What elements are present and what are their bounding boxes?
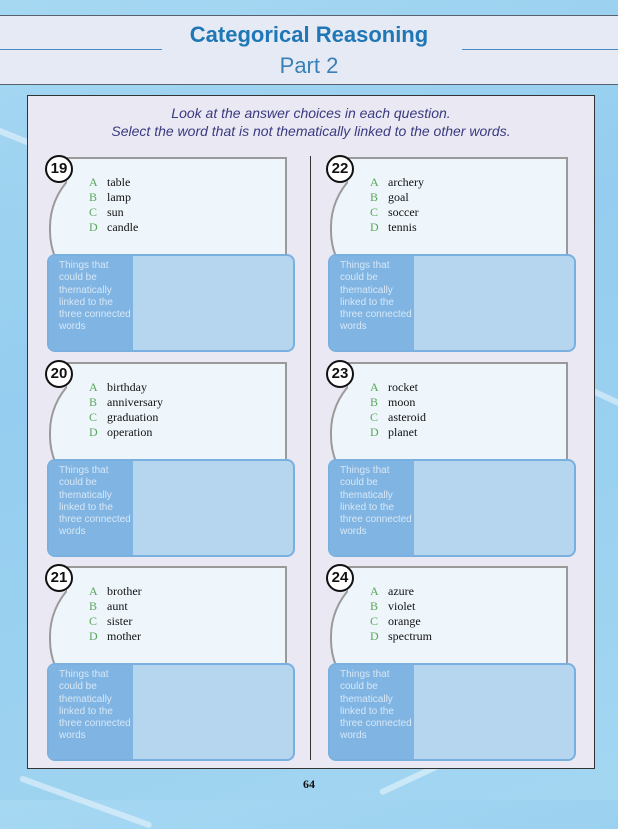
choice-option[interactable] (89, 205, 138, 220)
choice-letter: A (89, 175, 98, 189)
answer-box[interactable] (328, 459, 576, 557)
header-rule-left (0, 49, 162, 50)
choice-letter: C (370, 410, 379, 424)
choice-letter: C (89, 614, 98, 628)
choice-word: aunt (107, 599, 128, 613)
page-subtitle: Part 2 (279, 53, 339, 78)
choice-letter: A (89, 584, 98, 598)
choice-word: moon (388, 395, 416, 409)
choice-option[interactable] (89, 584, 142, 599)
choice-option[interactable] (89, 380, 163, 395)
choice-word: violet (388, 599, 416, 613)
choice-option[interactable] (370, 175, 424, 190)
choice-word: birthday (107, 380, 147, 394)
page-title: Categorical Reasoning (189, 22, 429, 47)
choice-letter: A (370, 584, 379, 598)
choice-word: goal (388, 190, 409, 204)
choice-letter: B (89, 190, 98, 204)
question-number-badge: 21 (45, 564, 73, 592)
choice-option[interactable] (89, 220, 138, 235)
answer-box[interactable] (47, 663, 295, 761)
choice-letter: D (89, 220, 98, 234)
choice-option[interactable] (89, 410, 163, 425)
choice-option[interactable] (89, 425, 163, 440)
question-card-21 (49, 566, 315, 762)
choice-word: graduation (107, 410, 159, 424)
choice-word: planet (388, 425, 418, 439)
choice-letter: B (370, 599, 379, 613)
answer-box[interactable] (47, 459, 295, 557)
answer-box[interactable] (47, 254, 295, 352)
answer-box-label: Things that could be thematically linked to the three connected words (330, 665, 414, 759)
choice-word: asteroid (388, 410, 426, 424)
choice-letter: B (89, 599, 98, 613)
choice-option[interactable] (89, 629, 142, 644)
choice-letter: D (89, 629, 98, 643)
header-rule-right (462, 49, 618, 50)
choice-word: tennis (388, 220, 417, 234)
choice-option[interactable] (89, 395, 163, 410)
choice-option[interactable] (370, 205, 424, 220)
choices-list (89, 584, 142, 644)
choice-option[interactable] (370, 220, 424, 235)
question-number-badge: 19 (45, 155, 73, 183)
choice-option[interactable] (370, 629, 432, 644)
choice-option[interactable] (370, 584, 432, 599)
choices-list (370, 584, 432, 644)
question-number-badge: 23 (326, 360, 354, 388)
choice-letter: C (370, 205, 379, 219)
question-card-23 (330, 362, 596, 558)
answer-box-label: Things that could be thematically linked to the three connected words (49, 461, 133, 555)
choice-letter: A (370, 380, 379, 394)
choice-letter: B (370, 190, 379, 204)
choice-word: brother (107, 584, 142, 598)
choice-word: lamp (107, 190, 131, 204)
choice-letter: A (370, 175, 379, 189)
answer-box-label: Things that could be thematically linked to the three connected words (330, 461, 414, 555)
choice-word: archery (388, 175, 424, 189)
choice-word: sun (107, 205, 124, 219)
question-number-badge: 20 (45, 360, 73, 388)
choices-list (89, 380, 163, 440)
choice-option[interactable] (89, 599, 142, 614)
instructions-line-2: Select the word that is not thematically linked to the other words. (111, 123, 511, 139)
answer-box-label: Things that could be thematically linked to the three connected words (49, 256, 133, 350)
question-card-22 (330, 157, 596, 353)
choice-word: rocket (388, 380, 418, 394)
choice-letter: D (370, 425, 379, 439)
choices-list (370, 380, 426, 440)
question-number-badge: 22 (326, 155, 354, 183)
choice-option[interactable] (370, 190, 424, 205)
choice-option[interactable] (370, 380, 426, 395)
choice-option[interactable] (89, 190, 138, 205)
page-header (0, 15, 618, 85)
choice-word: soccer (388, 205, 419, 219)
question-card-19 (49, 157, 315, 353)
instructions-line-1: Look at the answer choices in each question. (171, 105, 451, 121)
choices-list (370, 175, 424, 235)
choice-word: operation (107, 425, 153, 439)
choice-option[interactable] (370, 395, 426, 410)
choice-letter: D (370, 220, 379, 234)
choice-letter: D (370, 629, 379, 643)
answer-box-label: Things that could be thematically linked to the three connected words (49, 665, 133, 759)
choice-letter: A (89, 380, 98, 394)
choice-word: anniversary (107, 395, 163, 409)
choice-option[interactable] (370, 614, 432, 629)
answer-box-label: Things that could be thematically linked to the three connected words (330, 256, 414, 350)
choice-option[interactable] (370, 425, 426, 440)
choice-letter: B (370, 395, 379, 409)
answer-box[interactable] (328, 663, 576, 761)
choice-letter: C (370, 614, 379, 628)
choice-word: sister (107, 614, 133, 628)
choice-letter: C (89, 205, 98, 219)
choice-word: orange (388, 614, 421, 628)
question-number-badge: 24 (326, 564, 354, 592)
question-card-20 (49, 362, 315, 558)
page-number: 64 (303, 777, 315, 791)
choice-letter: D (89, 425, 98, 439)
choice-word: table (107, 175, 131, 189)
choice-word: mother (107, 629, 141, 643)
choice-word: spectrum (388, 629, 432, 643)
choice-option[interactable] (89, 175, 138, 190)
choice-word: candle (107, 220, 139, 234)
choice-option[interactable] (370, 410, 426, 425)
choice-letter: B (89, 395, 98, 409)
question-card-24 (330, 566, 596, 762)
choice-word: azure (388, 584, 414, 598)
choice-option[interactable] (89, 614, 142, 629)
choice-option[interactable] (370, 599, 432, 614)
choices-list (89, 175, 138, 235)
choice-letter: C (89, 410, 98, 424)
answer-box[interactable] (328, 254, 576, 352)
instructions (28, 104, 594, 140)
